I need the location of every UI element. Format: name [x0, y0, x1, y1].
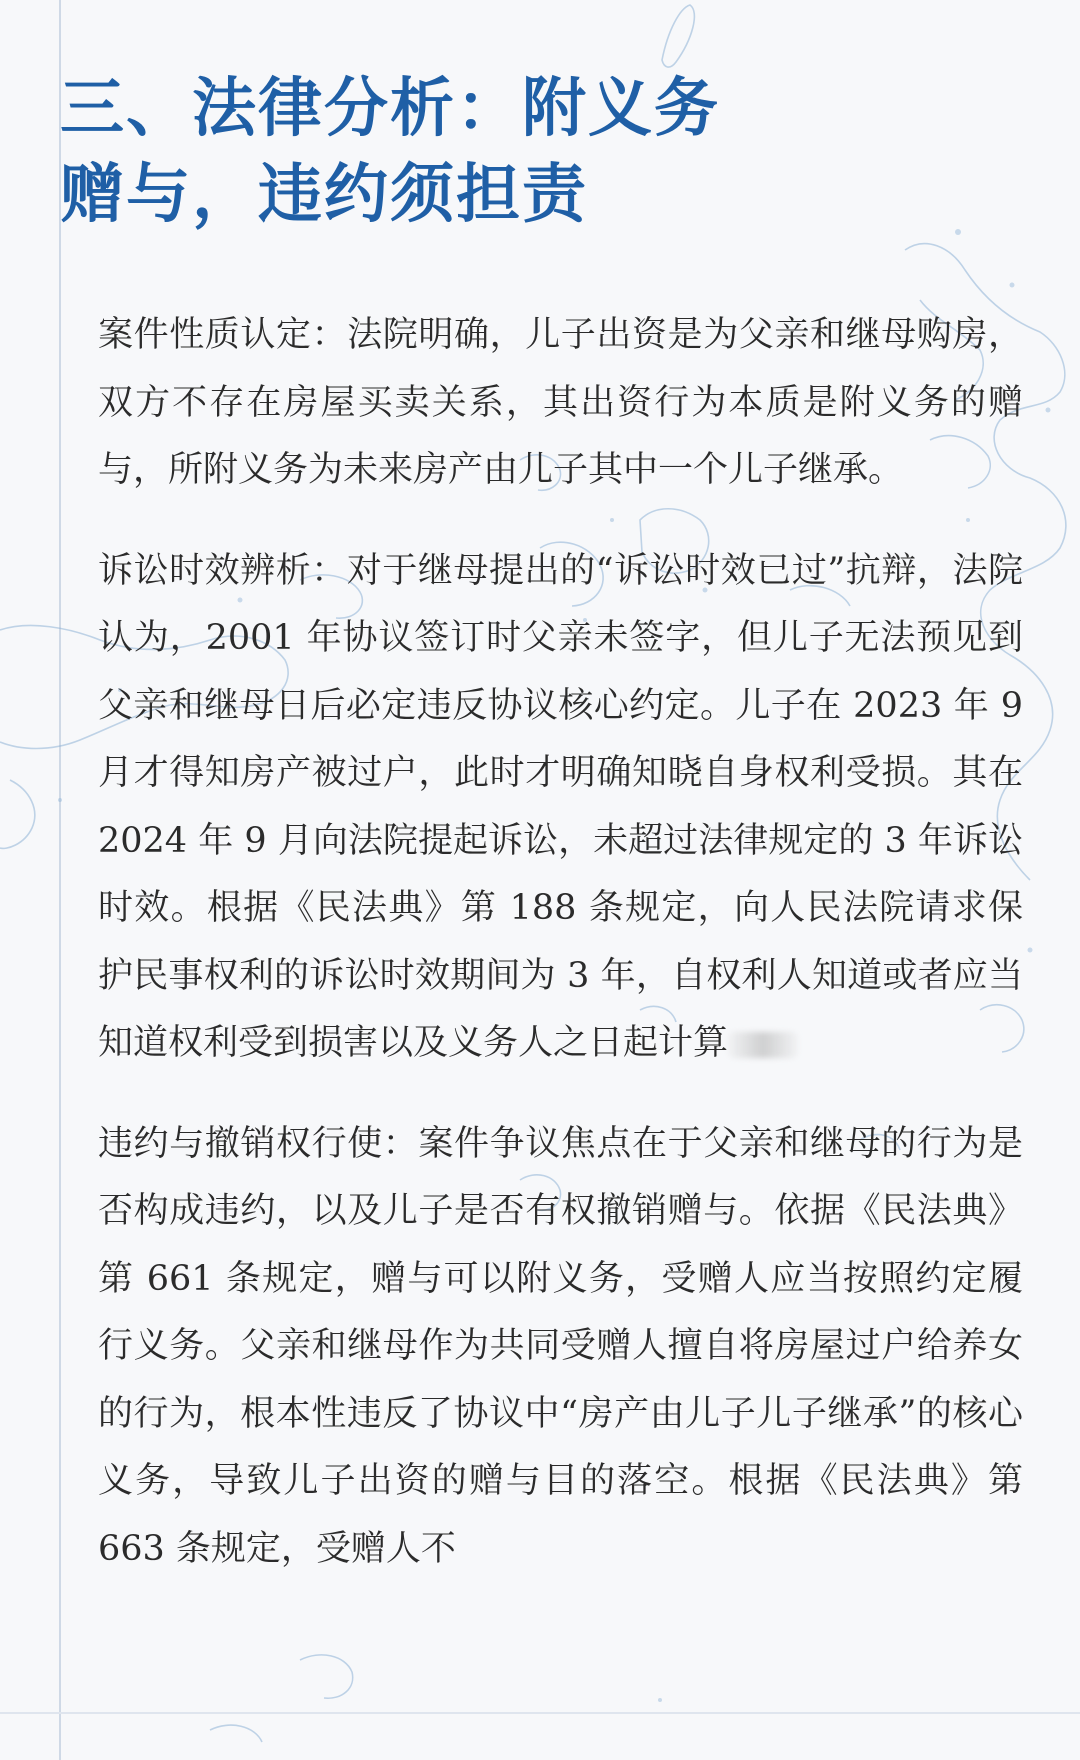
- paragraph-limitation-period-text: 诉讼时效辨析：对于继母提出的“诉讼时效已过”抗辩，法院认为，2001 年协议签订时父亲未签字，但儿子无法预见到父亲和继母日后必定违反协议核心约定。儿子在 2023 年 9 月才得知房产被过户，此时才明确知晓自身权利受损。其在 2024 年 9 月向法院提起诉讼，未超过法律规定的 3 年诉讼时效。根据《民法典》第 188 条规定，向人民法院请求保护民事权利的诉讼时效期间为 3 年，自权利人知道或者应当知道权利受到损害以及义务人之日起计算: [98, 550, 1023, 1063]
- paragraph-breach-revocation: 违约与撤销权行使：案件争议焦点在于父亲和继母的行为是否构成违约，以及儿子是否有权撤销赠与。依据《民法典》第 661 条规定，赠与可以附义务，受赠人应当按照约定履行义务。父亲和继母作为共同受赠人擅自将房屋过户给养女的行为，根本性违反了协议中“房产由儿子儿子继承”的核心义务，导致儿子出资的赠与目的落空。根据《民法典》第 663 条规定，受赠人不: [98, 1123, 1023, 1569]
- section-heading: [60, 66, 720, 238]
- paragraph-limitation-period: [98, 538, 1023, 1078]
- article-body: [98, 302, 1023, 1583]
- section-heading-line-2: 赠与，违约须担责: [60, 158, 588, 232]
- section-heading-line-1: 三、法律分析：附义务: [60, 72, 720, 146]
- paragraph-case-nature: 案件性质认定：法院明确，儿子出资是为父亲和继母购房，双方不存在房屋买卖关系，其出资行为本质是附义务的赠与，所附义务为未来房产由儿子其中一个儿子继承。: [98, 315, 1023, 490]
- margin-rule: [59, 0, 61, 1760]
- blurred-text-overlay: [728, 1032, 798, 1058]
- bottom-rule: [0, 1712, 1080, 1714]
